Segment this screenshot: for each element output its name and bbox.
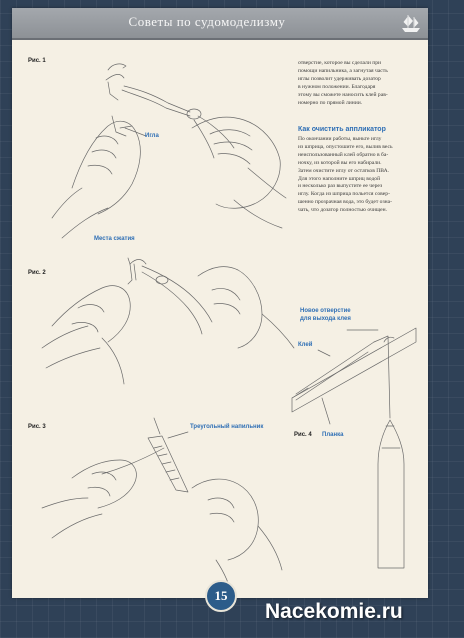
fig2-pliers-illustration	[42, 260, 294, 385]
page-title: Советы по судомоделизму	[128, 14, 286, 29]
fig4-callout-plank: Планка	[322, 432, 344, 438]
intro-paragraph: отверстие, которое вы сделали при помощи напильника, а загнутая часть иглы позволит удерживать дозатор в нужном положении. Благодаря этому вы сможете наносить клей рав- номерно по прямой линии.	[298, 60, 388, 106]
section-heading: Как очистить аппликатор	[298, 126, 386, 133]
fig3-file-illustration	[42, 418, 282, 598]
fig2-label: Рис. 2	[28, 270, 46, 276]
fig4-callout-new-hole-line2: для выхода клея	[300, 316, 351, 322]
page-number-badge	[205, 580, 237, 612]
fig1-pliers-illustration	[52, 64, 286, 238]
fig1-label: Рис. 1	[28, 58, 46, 64]
fig2-callout-squeeze-points: Места сжатия	[94, 236, 135, 242]
page-number: 15	[214, 588, 228, 603]
fig1-callout-needle: Игла	[145, 133, 159, 139]
fig4-label: Рис. 4	[294, 432, 312, 438]
fig3-callout-triangular-file: Треугольный напильник	[190, 424, 264, 430]
magazine-page	[12, 8, 428, 598]
fig4-plank-illustration	[292, 328, 416, 568]
fig4-callout-new-hole-line1: Новое отверстие	[300, 308, 351, 314]
site-watermark: Nacekomie.ru	[265, 600, 403, 623]
body-paragraph: По окончании работы, выньте иглу из шприца, опустошите его, вылив весь неиспользованный клей обратно в ба- ночку, из которой вы его набирали. Затем очистите иглу от остатков ПВА. Для этого наполните шприц водой и несколько раз выпустите ее через иглу. Когда из шприца польется совер- шенно прозрачная вода, это будет озна- чать, что дозатор полностью очищен.	[298, 136, 393, 214]
fig3-label: Рис. 3	[28, 424, 46, 430]
fig4-callout-glue: Клей	[298, 342, 313, 348]
